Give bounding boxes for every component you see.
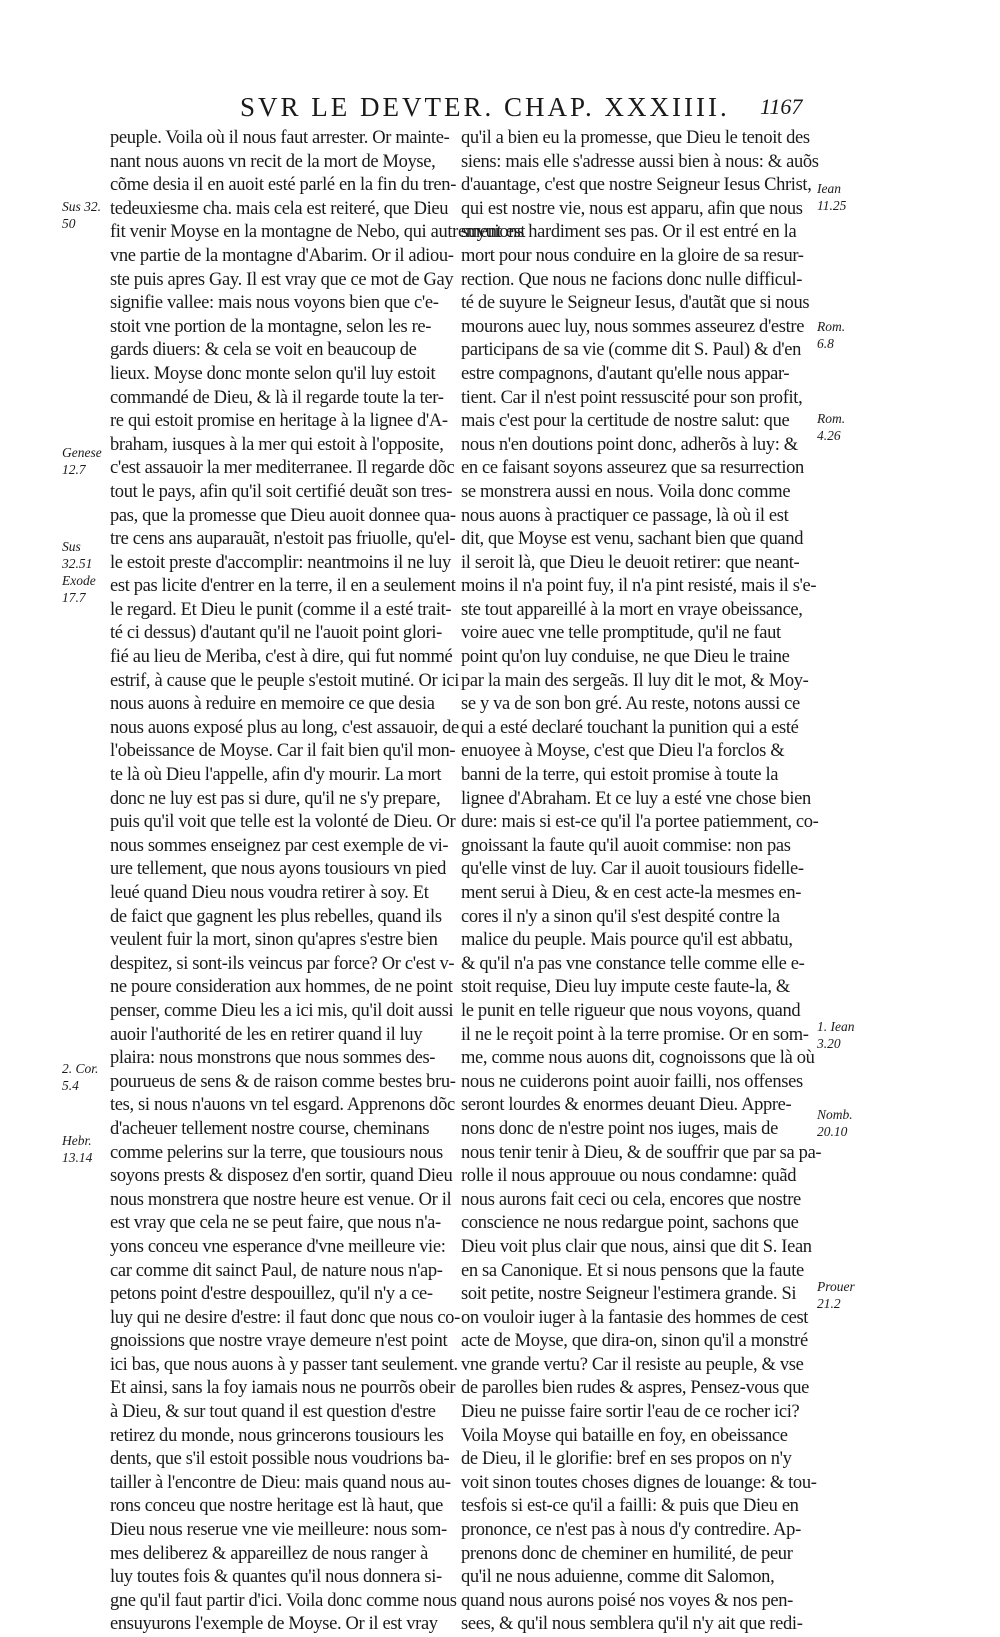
text-line: acte de Moyse, que dira-on, sinon qu'il a monstré <box>461 1331 808 1352</box>
text-line: stoit vne portion de la montagne, selon les re- <box>110 316 432 337</box>
margin-reference: Sus 32. <box>62 199 102 214</box>
text-line: le estoit preste d'accomplir: neantmoins il ne luy <box>110 552 451 573</box>
text-line: ne poure consideration aux hommes, de ne point <box>110 977 453 998</box>
text-line: il seroit là, que Dieu le deuoit retirer: que neant- <box>461 552 800 573</box>
left-text-column <box>110 127 526 1637</box>
text-line: gnoissant la faute qu'il auoit commise: non pas <box>461 835 791 856</box>
right-margin-note <box>817 180 846 214</box>
text-line: pourueus de sens & de raison comme bestes bru- <box>110 1071 456 1092</box>
text-line: gards diuers: & cela se voit en beaucoup de <box>110 340 417 361</box>
text-line: soit petite, nostre Seigneur l'estimera grande. Si <box>461 1284 797 1305</box>
text-line: luy qui ne desire d'estre: il faut donc que nous co- <box>110 1307 460 1328</box>
left-margin-note <box>62 538 96 606</box>
left-margin-note <box>62 444 102 478</box>
text-line: despitez, si sont-ils veincus par force? Or c'est v- <box>110 953 455 974</box>
margin-reference: 50 <box>62 216 76 231</box>
text-line: ment serui à Dieu, & en cest acte-la mesmes en- <box>461 883 802 903</box>
text-line: on vouloir iuger à la fantasie des hommes de cest <box>461 1307 809 1328</box>
text-line: ici bas, que nous auons à y passer tant seulement. <box>110 1354 458 1375</box>
text-line: auoir l'authorité de les en retirer quand il luy <box>110 1024 423 1045</box>
right-margin-note <box>817 410 845 444</box>
text-line: dure: mais si est-ce qu'il l'a portee patiemment, co- <box>461 812 819 833</box>
text-line: se y va de son bon gré. Au reste, notons aussi ce <box>461 694 800 715</box>
text-line: seront lourdes & enormes deuant Dieu. Appre- <box>461 1095 792 1116</box>
text-line: tailler à l'encontre de Dieu: mais quand nous au- <box>110 1472 451 1493</box>
margin-reference: 4.26 <box>817 428 841 443</box>
text-line: Dieu ne puisse faire sortir l'eau de ce rocher ici? <box>461 1402 800 1423</box>
text-line: l'obeissance de Moyse. Car il fait bien qu'il mon- <box>110 741 456 762</box>
left-margin-note <box>62 198 101 232</box>
text-line: participans de sa vie (comme dit S. Paul) & d'en <box>461 340 802 361</box>
text-line: estrif, à cause que le peuple s'estoit mutiné. Or ici <box>110 670 460 691</box>
page-header <box>0 92 1000 128</box>
text-line: lieux. Moyse donc monte selon qu'il luy estoit <box>110 363 436 384</box>
text-line: qui est nostre vie, nous est apparu, afin que nous <box>461 198 803 219</box>
text-line: donc ne luy est pas si dure, qu'il ne s'y prepare, <box>110 788 441 809</box>
margin-reference: 20.10 <box>817 1124 848 1139</box>
text-line: qu'elle vinst de luy. Car il auoit tousiours fidelle- <box>461 859 804 880</box>
text-line: signifie vallee: mais nous voyons bien que c'e- <box>110 293 439 314</box>
text-line: de Dieu, il le glorifie: bref en ses propos on n'y <box>461 1449 792 1470</box>
text-line: re qui estoit promise en heritage à la lignee d'A- <box>110 411 448 432</box>
margin-reference: 11.25 <box>817 198 847 213</box>
text-line: leué quand Dieu nous voudra retirer à soy. Et <box>110 883 429 903</box>
text-line: Et ainsi, sans la foy iamais nous ne pourrõs obeir <box>110 1378 456 1399</box>
text-line: petons point d'estre despouillez, qu'il n'y a ce- <box>110 1284 433 1305</box>
text-line: nous aurons fait ceci ou cela, encores que nostre <box>461 1189 801 1210</box>
margin-reference: Nomb. <box>817 1107 853 1122</box>
margin-reference: 6.8 <box>817 336 834 351</box>
text-line: nant nous auons vn recit de la mort de Moyse, <box>110 151 436 172</box>
text-line: dents, que s'il estoit possible nous voudrions ba- <box>110 1449 450 1470</box>
text-line: d'auantage, c'est que nostre Seigneur Iesus Christ, <box>461 175 812 196</box>
text-line: veulent fuir la mort, sinon qu'apres s'estre bien <box>110 930 438 951</box>
text-line: & qu'il n'a pas vne constance telle comme elle e- <box>461 953 805 974</box>
text-line: vne grande vertu? Car il resiste au peuple, & vse <box>461 1354 804 1375</box>
text-line: de faict que gagnent les plus rebelles, quand ils <box>110 906 442 927</box>
text-line: vne partie de la montagne d'Abarim. Or il adiou- <box>110 245 454 266</box>
text-line: tedeuxiesme cha. mais cela est reiteré, que Dieu <box>110 198 449 219</box>
text-line: nous n'en doutions point donc, adherõs à luy: & <box>461 434 798 455</box>
text-line: mort pour nous conduire en la gloire de sa resur- <box>461 245 804 266</box>
margin-reference: 32.51 <box>62 556 93 571</box>
text-line: commandé de Dieu, & là il regarde toute la ter- <box>110 387 444 408</box>
text-line: ste tout appareillé à la mort en vraye obeissance, <box>461 599 803 620</box>
text-line: estre compagnons, d'autant qu'elle nous appar- <box>461 363 790 384</box>
text-line: comme pelerins sur la terre, que tousiours nous <box>110 1142 443 1163</box>
text-line: ensuyurons l'exemple de Moyse. Or il est vray <box>110 1614 438 1635</box>
text-line: tout le pays, afin qu'il soit certifié deuãt son tres- <box>110 481 453 502</box>
text-line: prononce, ce n'est pas à nous d'y contredire. Ap- <box>461 1520 801 1541</box>
text-line: penser, comme Dieu les a ici mis, qu'il doit aussi <box>110 1000 454 1021</box>
text-line: se monstrera aussi en nous. Voila donc comme <box>461 481 791 502</box>
text-line: en ce faisant soyons asseurez que sa resurrection <box>461 458 804 479</box>
text-line: banni de la terre, qui estoit promise à toute la <box>461 765 779 786</box>
text-line: rons conceu que nostre heritage est là haut, que <box>110 1496 444 1517</box>
text-line: ure tellement, que nous ayons tousiours vn pied <box>110 859 447 880</box>
text-line: enuoyee à Moyse, c'est que Dieu l'a forclos & <box>461 741 785 762</box>
text-line: ste puis apres Gay. Il est vray que ce mot de Gay <box>110 269 454 290</box>
text-line: moins il n'a point fuy, il n'a pint resisté, mais il s'e- <box>461 576 817 597</box>
text-line: mourons auec luy, nous sommes asseurez d'estre <box>461 316 805 337</box>
text-line: Voila Moyse qui bataille en foy, en obeissance <box>461 1425 788 1446</box>
text-line: gnoissions que nostre vraye demeure n'est point <box>110 1331 448 1352</box>
text-line: nons donc de n'estre point nos iuges, mais de <box>461 1118 778 1139</box>
margin-reference: 2. Cor. <box>62 1061 99 1076</box>
text-line: par la main des sergeãs. Il luy dit le mot, & Moy- <box>461 670 809 691</box>
text-line: me, comme nous auons dit, cognoissons que là où <box>461 1048 815 1069</box>
text-line: stoit requise, Dieu luy impute ceste faute-la, & <box>461 977 790 998</box>
text-line: mais c'est pour la certitude de nostre salut: que <box>461 411 790 432</box>
text-line: nous monstrera que nostre heure est venue. Or il <box>110 1189 452 1210</box>
text-line: en sa Canonique. Et si nous pensons que la faute <box>461 1260 804 1281</box>
text-line: point qu'on luy conduise, ne que Dieu le traine <box>461 647 790 668</box>
text-line: luy toutes fois & quantes qu'il nous donnera si- <box>110 1567 442 1588</box>
text-line: de parolles bien rudes & aspres, Pensez-vous que <box>461 1378 809 1399</box>
text-line: yons conceu vne esperance d'vne meilleure vie: <box>110 1236 446 1257</box>
text-line: car comme dit sainct Paul, de nature nous n'ap- <box>110 1260 443 1281</box>
text-line: retirez du monde, nous grincerons tousiours les <box>110 1425 444 1446</box>
text-line: fit venir Moyse en la montagne de Nebo, qui autrement est <box>110 222 526 243</box>
text-line: tesfois si est-ce qu'il a failli: & puis que Dieu en <box>461 1496 799 1517</box>
margin-reference: Hebr. <box>62 1133 92 1148</box>
text-line: té de suyure le Seigneur Iesus, d'autãt que si nous <box>461 293 810 314</box>
left-margin-note <box>62 1060 98 1094</box>
text-line: peuple. Voila où il nous faut arrester. Or mainte- <box>110 128 450 148</box>
text-line: nous auons à reduire en memoire ce que desia <box>110 694 435 715</box>
text-line: siens: mais elle s'adresse aussi bien à nous: & auõs <box>461 151 819 172</box>
text-line: soyons prests & disposez d'en sortir, quand Dieu <box>110 1166 453 1187</box>
text-line: mes deliberez & appareillez de nous ranger à <box>110 1543 428 1564</box>
text-line: à Dieu, & sur tout quand il est question d'estre <box>110 1402 436 1423</box>
text-line: té ci dessus) d'autant qu'il ne l'auoit point glori- <box>110 623 442 644</box>
margin-reference: Rom. <box>817 411 846 426</box>
text-line: rection. Que nous ne facions donc nulle difficul- <box>461 269 803 290</box>
text-line: dit, que Moyse est venu, sachant bien que quand <box>461 529 804 550</box>
text-line: malice du peuple. Mais pource qu'il est abbatu, <box>461 930 793 951</box>
right-margin-note <box>817 1106 853 1140</box>
text-line: tes, si nous n'auons vn tel esgard. Apprenons dõc <box>110 1095 455 1116</box>
text-line: est pas licite d'entrer en la terre, il en a seulement <box>110 576 456 597</box>
left-margin-note <box>62 1132 92 1166</box>
right-margin-note <box>817 1278 855 1312</box>
margin-reference: 5.4 <box>62 1078 79 1093</box>
margin-reference: Rom. <box>817 319 846 334</box>
text-line: puis qu'il voit que telle est la volonté de Dieu. Or <box>110 812 456 833</box>
page-number: 1167 <box>760 94 803 119</box>
text-line: Dieu nous reserue vne vie meilleure: nous som- <box>110 1520 447 1541</box>
text-line: prenons donc de cheminer en humilité, de peur <box>461 1543 793 1564</box>
text-line: fié au lieu de Meriba, c'est à dire, qui fut nommé <box>110 647 453 668</box>
text-line: suyuions hardiment ses pas. Or il est entré en la <box>461 222 797 243</box>
margin-reference: 3.20 <box>817 1036 841 1051</box>
margin-reference: Exode <box>62 573 96 588</box>
text-line: qui a esté declaré touchant la punition qui a esté <box>461 717 799 738</box>
text-line: le punit en telle rigueur que nous voyons, quand <box>461 1000 801 1021</box>
margin-reference: 12.7 <box>62 462 86 477</box>
right-margin-note <box>817 318 845 352</box>
text-line: le regard. Et Dieu le punit (comme il a esté trait- <box>110 599 452 620</box>
text-line: tient. Car il n'est point ressuscité pour son profit, <box>461 387 803 408</box>
text-line: sees, & qu'il nous semblera qu'il n'y ait que redi- <box>461 1614 803 1635</box>
text-line: cõme desia il en auoit esté parlé en la fin du tren- <box>110 175 457 196</box>
right-text-column <box>461 127 822 1637</box>
text-line: il ne le reçoit point à la terre promise. Or en som- <box>461 1024 809 1045</box>
text-line: pas, que la promesse que Dieu auoit donnee qua- <box>110 505 456 526</box>
text-line: nous ne cuiderons point auoir failli, nos offenses <box>461 1071 803 1092</box>
margin-reference: 13.14 <box>62 1150 93 1165</box>
margin-reference: Iean <box>817 181 841 196</box>
text-line: lignee d'Abraham. Et ce luy a esté vne chose bien <box>461 788 811 809</box>
text-line: Dieu voit plus clair que nous, ainsi que dit S. Iean <box>461 1236 812 1257</box>
margin-reference: 1. Iean <box>817 1019 855 1034</box>
text-line: plaira: nous monstrons que nous sommes des- <box>110 1048 436 1069</box>
text-line: nous auons exposé plus au long, c'est assauoir, de <box>110 717 459 738</box>
text-line: cores il n'y a sinon qu'il s'est despité contre la <box>461 906 780 927</box>
text-line: voire auec vne telle promptitude, qu'il ne faut <box>461 623 781 644</box>
margin-reference: Genese <box>62 445 102 460</box>
text-line: nous auons à practiquer ce passage, là où il est <box>461 505 789 526</box>
margin-reference: 21.2 <box>817 1296 841 1311</box>
text-line: gne qu'il faut partir d'ici. Voila donc comme nous <box>110 1590 457 1611</box>
text-line: braham, iusques à la mer qui estoit à l'opposite, <box>110 434 444 455</box>
text-line: conscience ne nous redargue point, sachons que <box>461 1213 799 1234</box>
text-line: nous sommes enseignez par cest exemple de vi- <box>110 835 449 856</box>
text-line: quand nous aurons poisé nos voyes & nos pen- <box>461 1590 793 1611</box>
text-line: d'acheuer tellement nostre course, cheminans <box>110 1118 430 1139</box>
margin-reference: 17.7 <box>62 590 86 605</box>
text-line: rolle il nous approuue ou nous condamne: quãd <box>461 1166 797 1187</box>
margin-reference: Prouer <box>817 1279 855 1294</box>
text-line: te là où Dieu l'appelle, afin d'y mourir. La mort <box>110 765 442 786</box>
margin-reference: Sus <box>62 539 81 554</box>
text-line: tre cens ans auparauãt, n'estoit pas friuolle, qu'el- <box>110 529 456 550</box>
text-line: qu'il ne nous aduienne, comme dit Salomon, <box>461 1567 775 1588</box>
text-line: c'est assauoir la mer mediterranee. Il regarde dõc <box>110 458 455 479</box>
text-line: nous tenir tenir à Dieu, & de souffrir que par sa pa- <box>461 1142 822 1163</box>
text-line: voit sinon toutes choses dignes de louange: & tou- <box>461 1472 817 1493</box>
right-margin-note <box>817 1018 855 1052</box>
text-line: qu'il a bien eu la promesse, que Dieu le tenoit des <box>461 128 810 148</box>
text-line: est vray que cela ne se peut faire, que nous n'a- <box>110 1213 441 1234</box>
running-title: SVR LE DEVTER. CHAP. XXXIIII. <box>240 92 730 122</box>
